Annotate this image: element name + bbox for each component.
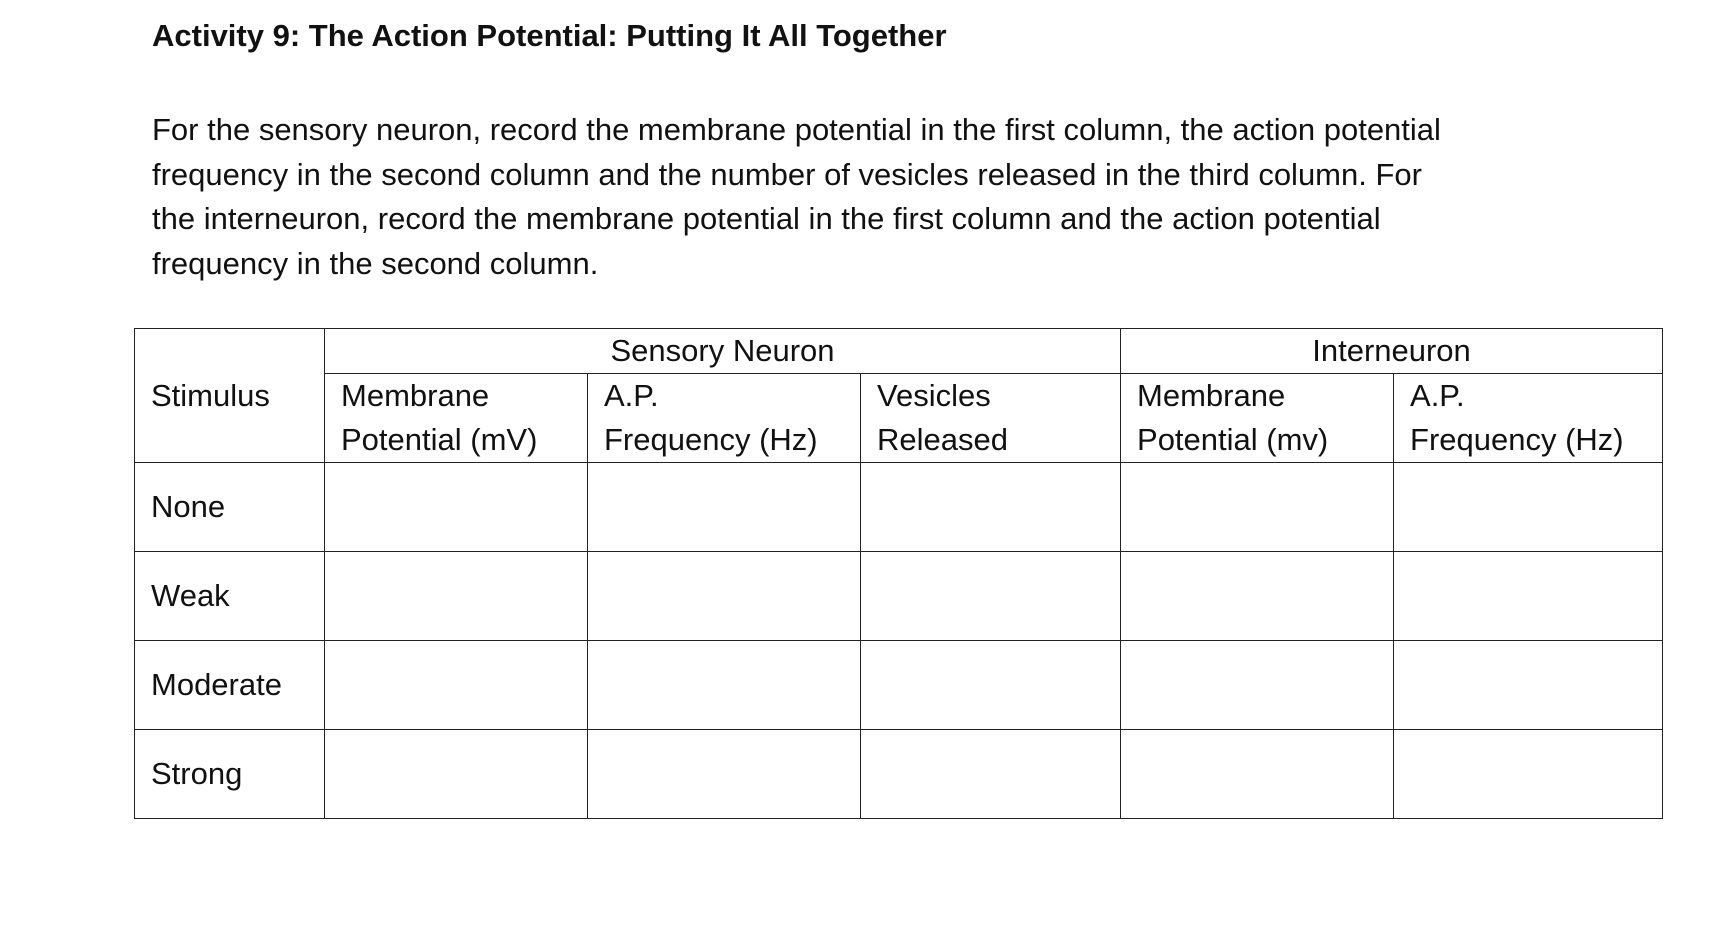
header-line: Frequency (Hz) bbox=[604, 422, 818, 457]
table-group-header-row bbox=[135, 329, 1663, 374]
sensory-vesicles-released-cell[interactable] bbox=[861, 730, 1121, 819]
table-row bbox=[135, 641, 1663, 730]
header-line: Potential (mV) bbox=[341, 422, 538, 457]
interneuron-ap-frequency-cell[interactable] bbox=[1394, 641, 1663, 730]
table-row bbox=[135, 730, 1663, 819]
interneuron-ap-frequency-cell[interactable] bbox=[1394, 463, 1663, 552]
table-column-header-row bbox=[135, 374, 1663, 463]
sensory-vesicles-released-header bbox=[861, 374, 1121, 463]
instructions-paragraph bbox=[152, 108, 1622, 286]
sensory-neuron-header: Sensory Neuron bbox=[325, 329, 1121, 374]
sensory-ap-frequency-cell[interactable] bbox=[588, 552, 861, 641]
instructions-line: frequency in the second column and the number of vesicles released in the third column. For bbox=[152, 156, 1422, 192]
interneuron-ap-frequency-cell[interactable] bbox=[1394, 730, 1663, 819]
table-row bbox=[135, 552, 1663, 641]
interneuron-membrane-potential-cell[interactable] bbox=[1121, 552, 1394, 641]
header-line: Frequency (Hz) bbox=[1410, 422, 1624, 457]
instructions-line: frequency in the second column. bbox=[152, 245, 599, 281]
stimulus-label: Moderate bbox=[135, 641, 325, 730]
stimulus-header: Stimulus bbox=[135, 329, 325, 463]
sensory-membrane-potential-cell[interactable] bbox=[325, 552, 588, 641]
header-line: A.P. bbox=[1410, 378, 1465, 413]
sensory-ap-frequency-cell[interactable] bbox=[588, 463, 861, 552]
sensory-ap-frequency-cell[interactable] bbox=[588, 641, 861, 730]
sensory-membrane-potential-cell[interactable] bbox=[325, 641, 588, 730]
interneuron-membrane-potential-cell[interactable] bbox=[1121, 641, 1394, 730]
header-line: Released bbox=[877, 422, 1008, 457]
header-line: Potential (mv) bbox=[1137, 422, 1329, 457]
interneuron-ap-frequency-header bbox=[1394, 374, 1663, 463]
interneuron-membrane-potential-cell[interactable] bbox=[1121, 463, 1394, 552]
sensory-membrane-potential-header bbox=[325, 374, 588, 463]
header-line: Vesicles bbox=[877, 378, 991, 413]
interneuron-membrane-potential-header bbox=[1121, 374, 1394, 463]
sensory-membrane-potential-cell[interactable] bbox=[325, 463, 588, 552]
table-row bbox=[135, 463, 1663, 552]
stimulus-label: Weak bbox=[135, 552, 325, 641]
header-line: A.P. bbox=[604, 378, 659, 413]
header-line: Membrane bbox=[341, 378, 490, 413]
sensory-ap-frequency-cell[interactable] bbox=[588, 730, 861, 819]
sensory-vesicles-released-cell[interactable] bbox=[861, 641, 1121, 730]
header-line: Membrane bbox=[1137, 378, 1286, 413]
sensory-membrane-potential-cell[interactable] bbox=[325, 730, 588, 819]
sensory-ap-frequency-header bbox=[588, 374, 861, 463]
stimulus-label: Strong bbox=[135, 730, 325, 819]
interneuron-ap-frequency-cell[interactable] bbox=[1394, 552, 1663, 641]
data-table bbox=[134, 328, 1663, 819]
stimulus-label: None bbox=[135, 463, 325, 552]
instructions-line: For the sensory neuron, record the membrane potential in the first column, the action potential bbox=[152, 112, 1441, 147]
page-title: Activity 9: The Action Potential: Putting It All Together bbox=[152, 18, 947, 53]
instructions-line: the interneuron, record the membrane potential in the first column and the action potential bbox=[152, 201, 1381, 236]
sensory-vesicles-released-cell[interactable] bbox=[861, 552, 1121, 641]
sensory-vesicles-released-cell[interactable] bbox=[861, 463, 1121, 552]
interneuron-header: Interneuron bbox=[1121, 329, 1663, 374]
interneuron-membrane-potential-cell[interactable] bbox=[1121, 730, 1394, 819]
